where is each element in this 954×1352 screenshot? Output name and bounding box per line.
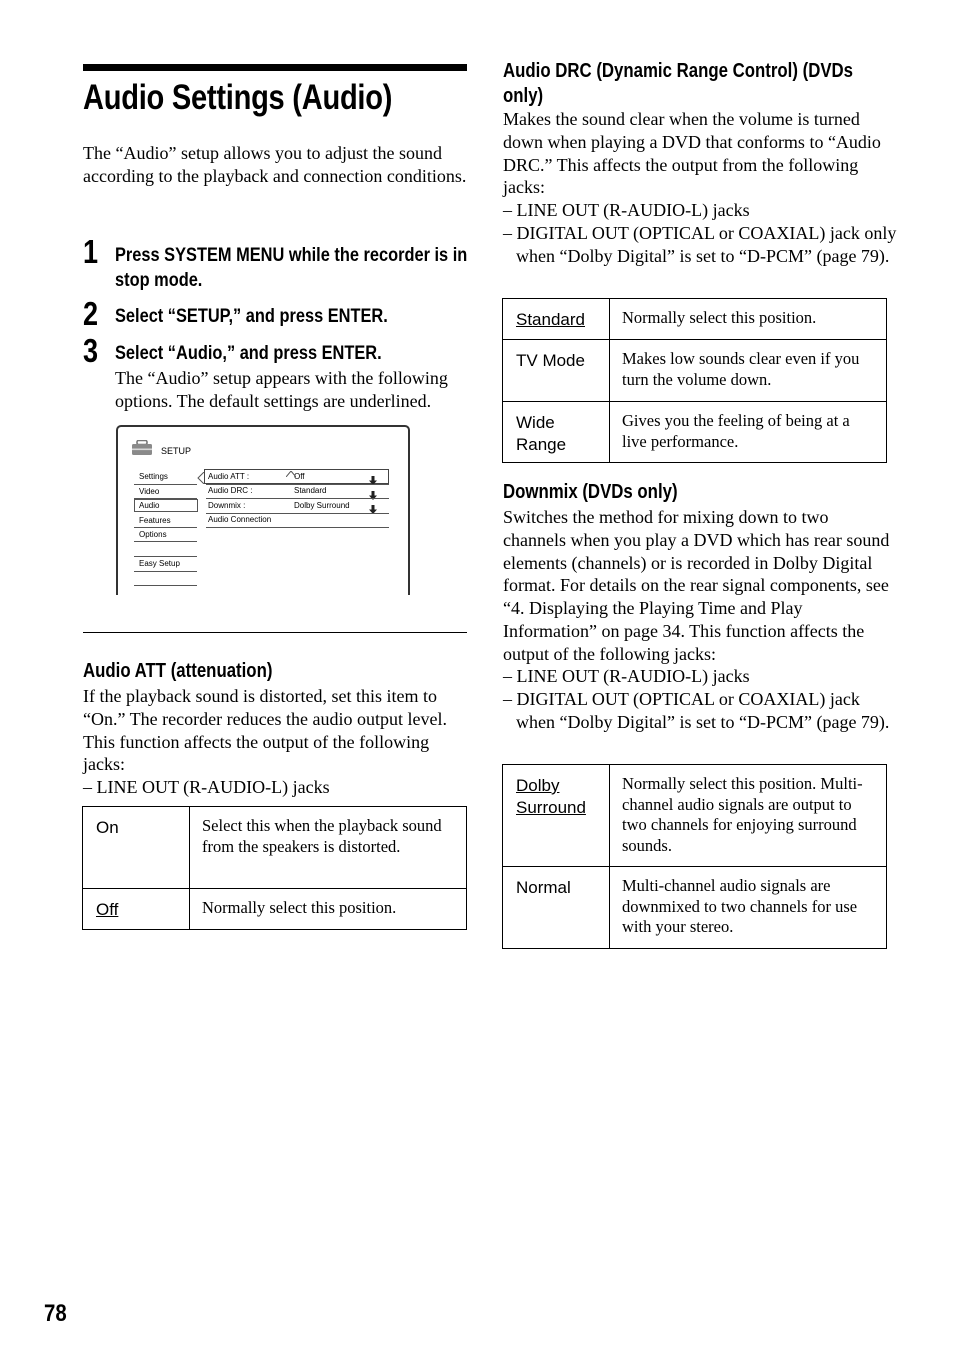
option-label-downmix[interactable]: Downmix :: [208, 501, 246, 510]
step-1: [115, 243, 535, 293]
page-title: Audio Settings (Audio): [83, 78, 393, 117]
setup-header: SETUP: [161, 446, 192, 456]
option-key-default: Standard: [503, 299, 610, 340]
downmix-body: Switches the method for mixing down to two channels when you play a DVD which has rear sound elements (channels) or is recorded in Dolby Digital format. For details on the rear signal components, see “4. Displaying the Playing Time and Play Information” on page 34. This function affects the output of the following jacks:: [503, 507, 890, 664]
table-row[interactable]: [83, 807, 467, 889]
option-description: Select this when the playback sound from the speakers is distorted.: [190, 807, 467, 889]
audio-drc-heading-wrap: [503, 59, 954, 109]
table-row[interactable]: [503, 340, 887, 402]
option-key: Wide Range: [503, 402, 610, 463]
audio-att-jack-1: – LINE OUT (R-AUDIO-L) jacks: [83, 777, 330, 797]
option-label-audio-connection[interactable]: Audio Connection: [208, 515, 272, 524]
option-description: Normally select this position.: [610, 299, 887, 340]
option-label-audio-att[interactable]: Audio ATT :: [208, 472, 250, 481]
option-value-audio-att[interactable]: Off: [294, 472, 305, 481]
option-value-audio-drc[interactable]: Standard: [294, 486, 327, 495]
option-label-audio-drc[interactable]: Audio DRC :: [208, 486, 253, 495]
menu-item-features[interactable]: Features: [139, 516, 171, 525]
step-2-text: Select “SETUP,” and press ENTER.: [115, 305, 388, 327]
option-key-default: Dolby Surround: [503, 765, 610, 867]
downmix-table: [502, 764, 887, 949]
option-description: Normally select this position. Multi-channel audio signals are output to two channels for enjoying surround sounds.: [610, 765, 887, 867]
table-row[interactable]: [83, 889, 467, 930]
table-row[interactable]: [503, 867, 887, 949]
table-row[interactable]: [503, 765, 887, 867]
audio-drc-jack-1: – LINE OUT (R-AUDIO-L) jacks: [503, 200, 750, 220]
audio-drc-body: Makes the sound clear when the volume is turned down when playing a DVD that conforms to “Audio DRC.” This affects the output from the following jacks:: [503, 109, 881, 198]
step-number-3: 3: [83, 332, 99, 369]
cursor-up-icon: [286, 464, 296, 482]
downmix-jack-2: – DIGITAL OUT (OPTICAL or COAXIAL) jack when “Dolby Digital” is set to “D-PCM” (page 79).: [503, 689, 890, 732]
option-description: Multi-channel audio signals are downmixed to two channels for use with your stereo.: [610, 867, 887, 949]
table-row[interactable]: [503, 402, 887, 463]
option-key: On: [83, 807, 190, 889]
toolbox-icon: [131, 440, 153, 456]
menu-item-options[interactable]: Options: [139, 530, 167, 539]
option-value-downmix[interactable]: Dolby Surround: [294, 501, 350, 510]
audio-att-table: [82, 806, 467, 930]
menu-item-settings[interactable]: Settings: [139, 472, 168, 481]
option-key-default: Off: [83, 889, 190, 930]
option-description: Normally select this position.: [190, 889, 467, 930]
audio-drc-heading: Audio DRC (Dynamic Range Control) (DVDs only): [503, 60, 854, 107]
menu-item-easy-setup[interactable]: Easy Setup: [139, 559, 180, 568]
section-divider: [83, 632, 467, 633]
page-number: 78: [44, 1300, 67, 1327]
audio-drc-jack-2: – DIGITAL OUT (OPTICAL or COAXIAL) jack only when “Dolby Digital” is set to “D-PCM” (page 79).: [503, 223, 897, 266]
audio-drc-table: [502, 298, 887, 463]
menu-item-audio[interactable]: Audio: [139, 501, 160, 510]
option-key: TV Mode: [503, 340, 610, 402]
downmix-heading: Downmix (DVDs only): [503, 481, 678, 503]
step-number-2: 2: [83, 295, 99, 332]
step-number-1: 1: [83, 233, 99, 270]
step-3-text: Select “Audio,” and press ENTER.: [115, 342, 382, 364]
arrow-down-icon: [369, 501, 377, 519]
menu-item-video[interactable]: Video: [139, 487, 160, 496]
step-3-note: The “Audio” setup appears with the following options. The default settings are underlined.: [115, 368, 448, 411]
audio-att-body: If the playback sound is distorted, set this item to “On.” The recorder reduces the audio output level. This function affects the output of the following jacks:: [83, 686, 448, 775]
downmix-jack-1: – LINE OUT (R-AUDIO-L) jacks: [503, 666, 750, 686]
option-description: Makes low sounds clear even if you turn the volume down.: [610, 340, 887, 402]
audio-att-heading: Audio ATT (attenuation): [83, 660, 273, 682]
option-description: Gives you the feeling of being at a live performance.: [610, 402, 887, 463]
title-rule: [83, 64, 467, 71]
table-row[interactable]: [503, 299, 887, 340]
step-1-text: Press SYSTEM MENU while the recorder is in stop mode.: [115, 244, 468, 291]
intro-paragraph: The “Audio” setup allows you to adjust the sound according to the playback and connection conditions.: [83, 143, 467, 186]
option-key: Normal: [503, 867, 610, 949]
